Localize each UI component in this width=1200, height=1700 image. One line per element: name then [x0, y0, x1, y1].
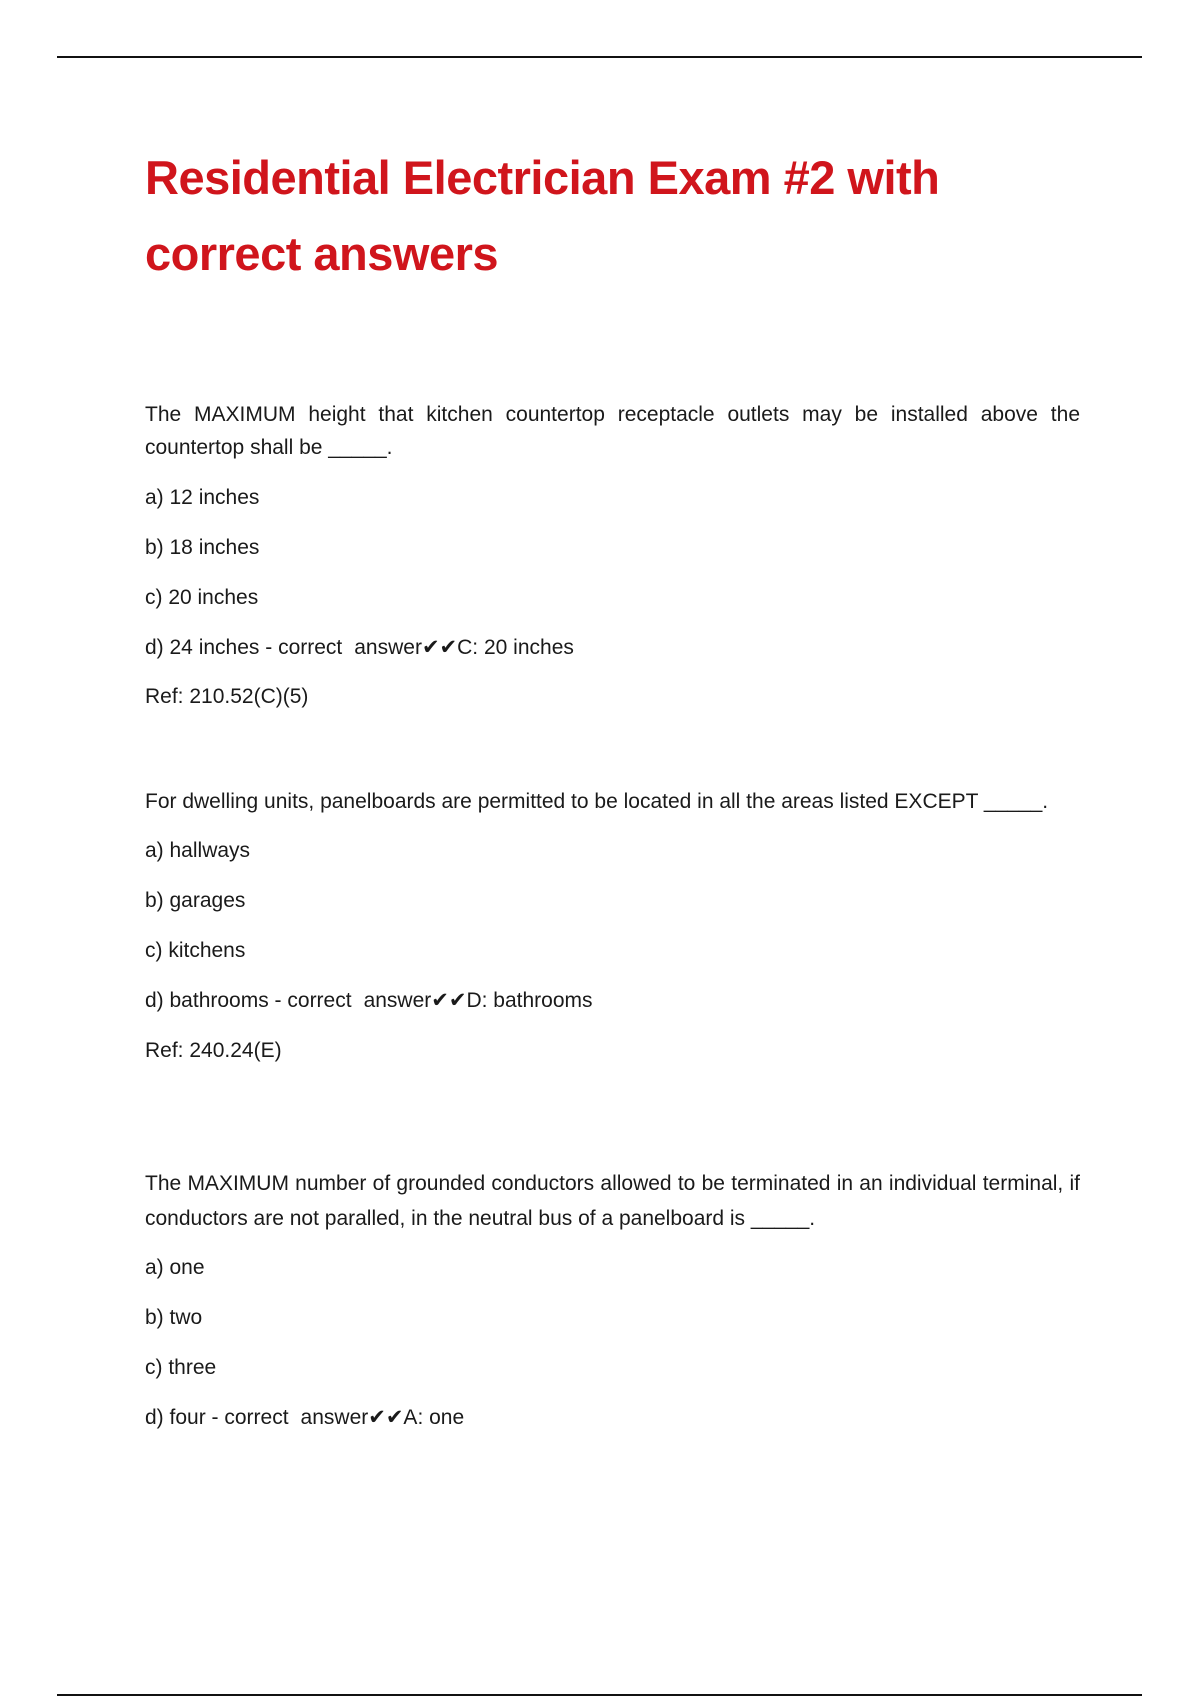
question-2 — [145, 782, 1080, 1067]
correct-answer: answer✔✔A: one — [300, 1406, 465, 1429]
question-text: The MAXIMUM height that kitchen countertop receptacle outlets may be installed above the countertop shall be _____. — [145, 403, 1080, 459]
reference: Ref: 240.24(E) — [145, 1039, 282, 1062]
question-3 — [145, 1166, 1080, 1451]
option-c: c) 20 inches — [145, 586, 259, 609]
option-d-with-answer — [145, 1401, 1080, 1434]
option-c: c) kitchens — [145, 939, 246, 962]
option-b: b) 18 inches — [145, 536, 260, 559]
document-title: Residential Electrician Exam #2 with correct answers — [145, 151, 940, 280]
question-text: The MAXIMUM number of grounded conductors allowed to be terminated in an individual terminal, if conductors are not paralled, in the neutral bus of a panelboard is _____. — [145, 1172, 1080, 1230]
question-1 — [145, 398, 1080, 713]
option-a: a) one — [145, 1256, 205, 1279]
correct-answer: answer✔✔D: bathrooms — [363, 989, 593, 1012]
option-b: b) garages — [145, 889, 246, 912]
option-d: d) four - correct — [145, 1406, 289, 1429]
top-rule — [57, 56, 1142, 58]
option-a: a) hallways — [145, 839, 251, 862]
option-b: b) two — [145, 1306, 203, 1329]
option-a: a) 12 inches — [145, 486, 260, 509]
page-content — [145, 140, 1080, 1429]
option-d: d) 24 inches - correct — [145, 636, 343, 659]
option-d-with-answer — [145, 984, 1080, 1017]
bottom-rule — [57, 1694, 1142, 1696]
option-d: d) bathrooms - correct — [145, 989, 352, 1012]
option-d-with-answer — [145, 631, 1080, 664]
question-text: For dwelling units, panelboards are permitted to be located in all the areas listed EXCEPT _____. — [145, 790, 1049, 813]
correct-answer: answer✔✔C: 20 inches — [354, 636, 574, 659]
reference: Ref: 210.52(C)(5) — [145, 685, 309, 708]
option-c: c) three — [145, 1356, 217, 1379]
